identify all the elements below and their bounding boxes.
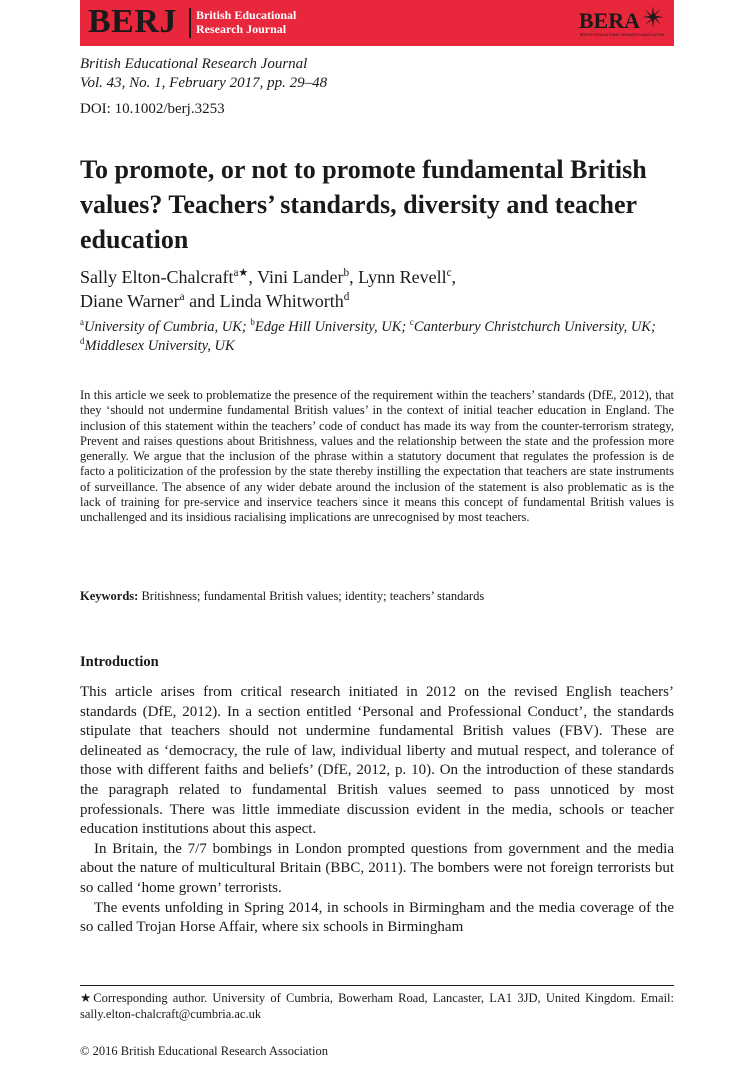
affiliation: Edge Hill University, UK; [254,319,410,335]
bera-star-icon [642,6,664,28]
author-affil-mark: a★ [233,267,249,279]
author-name: Diane Warner [80,291,180,311]
bera-wordmark: BERA [578,8,640,33]
volume-line: Vol. 43, No. 1, February 2017, pp. 29–48 [80,75,328,91]
paragraph: This article arises from critical research initiated in 2012 on the revised English teachers’ standards (DfE, 2012). In a section entitled ‘Personal and Professional Conduct’, the standards stipulate that teachers should not undermine fundamental British values (FBV). These are delineated as ‘democracy, the rule of law, individual liberty and mutual respect, and tolerance of those with different faiths and beliefs’ (DfE, 2012, p. 10). On the introduction of these standards the paragraph related to fundamental British values seemed to pass unnoticed by most professionals. There was little immediate discussion evident in the media, schools or teacher education institutions about this aspect. [80,684,674,838]
logo-line-1: British Educational [196,8,297,22]
author-name: Lynn Revell [358,267,447,287]
author-affil-mark: d [343,291,350,303]
author-name: Sally Elton-Chalcraft [80,267,234,287]
bera-tagline: BRITISH EDUCATIONAL RESEARCH ASSOCIATION [580,33,665,37]
copyright: © 2016 British Educational Research Association [80,1044,328,1058]
author-affil-mark: c [446,267,452,279]
berj-logo-text [196,8,296,36]
abstract: In this article we seek to problematize the presence of the requirement within the teachers’ standards (DfE, 2012), that they ‘should not undermine fundamental British values’ in the context of initial teacher education in England. The inclusion of this statement within the teachers’ code of conduct has made its way from the counter-terrorism strategy, Prevent and raises questions about Britishness, values and the relationship between the state and the profession more generally. We argue that the inclusion of the phrase within a statutory document that regulates the profession is de facto a politicization of the profession by the state thereby instilling the expectation that teachers are state instruments of surveillance. The absence of any wider debate around the inclusion of the statement is also problematic as is the lack of training for pre-service and inservice teachers since it means this concept of fundamental British values is unchallenged and its insidious racialising implications are unrecognised by most teachers. [80,388,674,525]
author-name: Vini Lander [257,267,344,287]
author-affil-mark: b [343,267,350,279]
author-affil-mark: a [179,291,185,303]
journal-banner [80,0,674,46]
logo-divider [189,8,191,38]
affiliation: University of Cumbria, UK; [84,319,251,335]
affiliation: Middlesex University, UK [84,338,235,354]
author-name: Linda Whitworth [219,291,344,311]
journal-citation [80,55,327,93]
journal-name: British Educational Research Journal [80,56,308,72]
logo-line-2: Research Journal [196,22,287,36]
keywords-label: Keywords: [80,589,139,603]
berj-logo: BERJ [88,3,177,40]
paragraph: In Britain, the 7/7 bombings in London prompted questions from government and the media about the nature of multicultural Britain (BBC, 2011). The bombers were not foreign terrorists but so called ‘home grown’ terrorists. [80,840,674,896]
section-heading: Introduction [80,654,159,670]
article-title: To promote, or not to promote fundamental British values? Teachers’ standards, diversity and teacher education [80,155,647,254]
keywords [80,589,674,604]
section-body [80,683,674,938]
bera-logo [576,6,666,40]
footnote-divider [80,985,674,986]
corresponding-author-footnote: ★Corresponding author. University of Cumbria, Bowerham Road, Lancaster, LA1 3JD, United Kingdom. Email: sally.elton-chalcraft@cumbria.ac.uk [80,991,674,1021]
keywords-text: Britishness; fundamental British values; identity; teachers’ standards [138,589,485,603]
paragraph: The events unfolding in Spring 2014, in schools in Birmingham and the media coverage of the so called Trojan Horse Affair, where six schools in Birmingham [80,899,674,936]
affiliation: Canterbury Christchurch University, UK; [413,319,656,335]
doi[interactable]: DOI: 10.1002/berj.3253 [80,101,225,117]
affiliations: $^a$University of Cumbria, UK; $^b$Edge Hill University, UK; $^c$Canterbury Christchurch University, UK; $^d$Middlesex University, UK [80,317,656,354]
author-list: Sally Elton-Chalcraft$^{a★}$, Vini Lander$^b$, Lynn Revell$^c$, Diane Warner$^a$ and Linda Whitworth$^d$ [80,267,457,311]
